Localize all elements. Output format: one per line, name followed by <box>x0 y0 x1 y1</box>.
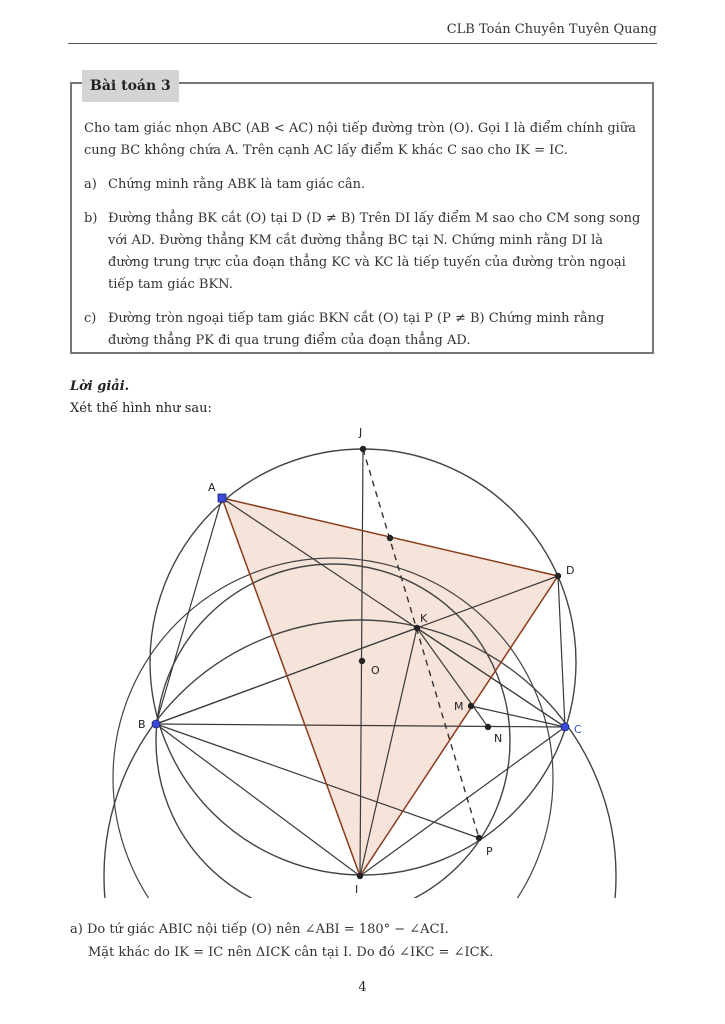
geometry-figure <box>0 420 725 905</box>
label-j: J <box>359 426 363 439</box>
label-d: D <box>566 564 575 577</box>
point-c <box>561 723 569 731</box>
part-text: Đường tròn ngoại tiếp tam giác BKN cắt (O) tại P (P ≠ B) Chứng minh rằng đường thẳng PK đi qua trung điểm của đoạn thẳng AD. <box>108 311 605 348</box>
problem-intro: Cho tam giác nhọn ABC (AB < AC) nội tiếp đường tròn (O). Gọi I là điểm chính giữa cung BC không chứa A. Trên cạnh AC lấy điểm K khác C sao cho IK = IC. <box>84 121 636 158</box>
label-n: N <box>494 732 503 745</box>
label-k: K <box>420 612 428 625</box>
problem-part-c <box>84 308 644 352</box>
label-i: I <box>355 883 359 896</box>
part-label: b) <box>84 211 98 226</box>
point-mid-ad <box>387 535 393 541</box>
label-a: A <box>208 481 216 494</box>
label-b: B <box>138 718 146 731</box>
part-text: Đường thẳng BK cắt (O) tại D (D ≠ B) Trên DI lấy điểm M sao cho CM song song với AD. Đường thẳng KM cắt đường thẳng BC tại N. Chứng minh rằng DI là đường trung trực của đoạn thẳng KC và KC là tiếp tuyến của đường tròn ngoại tiếp tam giác BKN. <box>108 211 641 292</box>
point-p <box>476 835 482 841</box>
line-dc <box>558 576 565 727</box>
problem-part-a <box>84 174 644 196</box>
point-a <box>218 494 226 502</box>
point-d <box>555 573 561 579</box>
point-b <box>152 720 160 728</box>
header-title: CLB Toán Chuyên Tuyên Quang <box>446 22 657 37</box>
problem-title: Bài toán 3 <box>82 70 179 102</box>
problem-content <box>84 118 644 352</box>
point-o <box>359 658 365 664</box>
page-number: 4 <box>358 980 367 995</box>
solution-part-a <box>70 918 493 964</box>
figure-drawing <box>104 446 616 905</box>
point-i <box>357 873 363 879</box>
solution-line-2: Mặt khác do IK = IC nên ΔICK cân tại I. Do đó ∠IKC = ∠ICK. <box>88 945 494 960</box>
page-header <box>68 22 657 44</box>
part-label: a) <box>84 177 97 192</box>
part-text: Chứng minh rằng ABK là tam giác cân. <box>108 177 366 192</box>
point-m <box>468 703 474 709</box>
part-label: c) <box>84 311 97 326</box>
label-p: P <box>486 845 493 858</box>
point-n <box>485 724 491 730</box>
point-j <box>360 446 366 452</box>
solution-section <box>70 376 212 420</box>
solution-intro: Xét thế hình như sau: <box>70 401 212 416</box>
problem-part-b <box>84 208 644 296</box>
label-c: C <box>574 723 582 736</box>
point-k <box>414 625 420 631</box>
solution-heading: Lời giải. <box>70 379 130 394</box>
label-m: M <box>454 700 464 713</box>
solution-line-1: a) Do tứ giác ABIC nội tiếp (O) nên ∠ABI = 180° − ∠ACI. <box>70 922 449 937</box>
label-o: O <box>371 664 380 677</box>
